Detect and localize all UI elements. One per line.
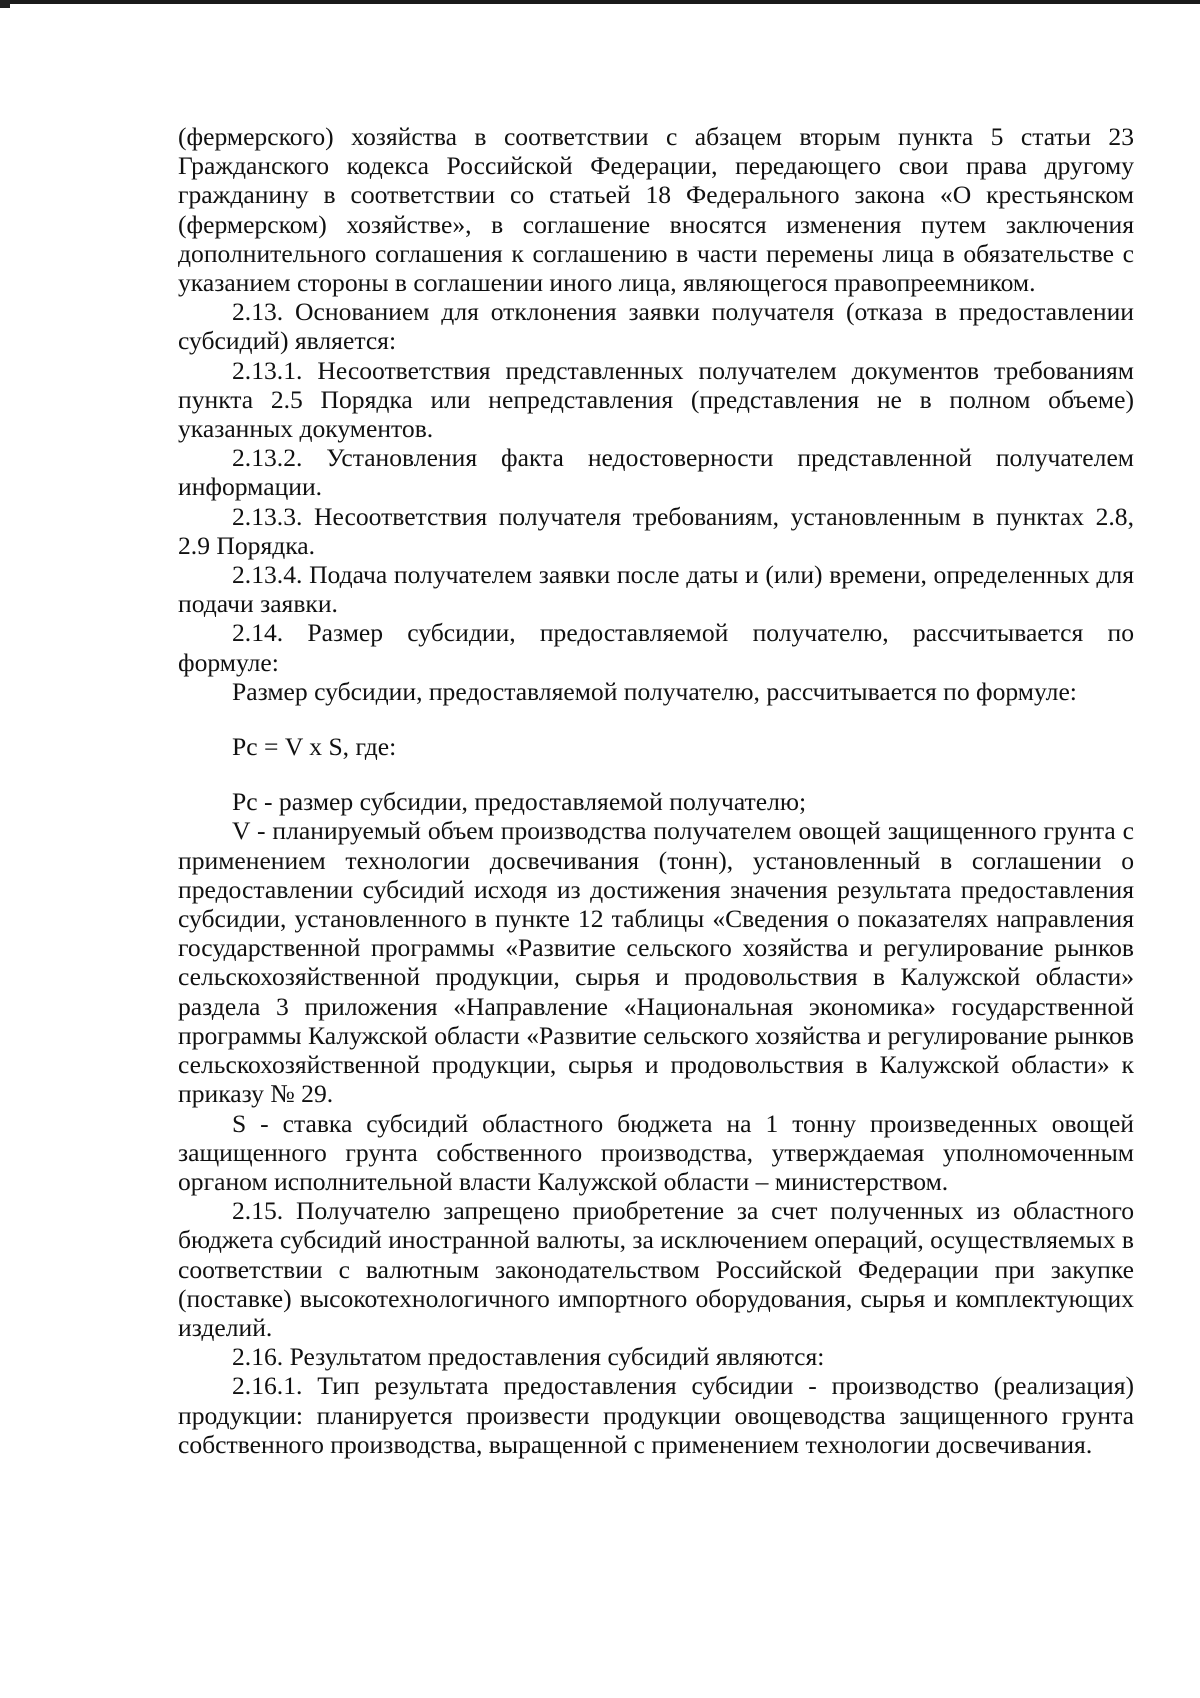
paragraph-2-13-4: 2.13.4. Подача получателем заявки после даты и (или) времени, определенных для подачи заявки. (178, 560, 1134, 619)
paragraph-2-13-3: 2.13.3. Несоответствия получателя требованиям, установленным в пунктах 2.8, 2.9 Порядка. (178, 501, 1134, 560)
paragraph-2-13-2: 2.13.2. Установления факта недостоверности представленной получателем информации. (178, 443, 1134, 502)
formula: Рс = V х S, где: (232, 732, 397, 762)
document-body (178, 122, 1134, 1459)
scan-corner-mark (0, 0, 10, 8)
scan-top-edge (0, 0, 1200, 4)
formula-intro: Размер субсидии, предоставляемой получателю, рассчитывается по формуле: (232, 676, 1077, 706)
paragraph-continuation: (фермерского) хозяйства в соответствии с абзацем вторым пункта 5 статьи 23 Гражданского кодекса Российской Федерации, передающего свои права другому гражданину в соответствии со статьей 18 Федерального закона «О крестьянском (фермерском) хозяйстве», в соглашение вносятся изменения путем заключения дополнительного соглашения к соглашению в части перемены лица в обязательстве с указанием стороны в соглашении иного лица, являющегося правопреемником. (178, 122, 1134, 298)
paragraph-2-16: 2.16. Результатом предоставления субсидий являются: (232, 1342, 825, 1372)
paragraph-2-15: 2.15. Получателю запрещено приобретение за счет полученных из областного бюджета субсидий иностранной валюты, за исключением операций, осуществляемых в соответствии с валютным законодательством Российской Федерации при закупке (поставке) высокотехнологичного импортного оборудования, сырья и комплектующих изделий. (178, 1196, 1134, 1342)
paragraph-2-14: 2.14. Размер субсидии, предоставляемой получателю, рассчитывается по формуле: (178, 618, 1134, 677)
formula-term-v: V - планируемый объем производства получателем овощей защищенного грунта с применением технологии досвечивания (тонн), установленный в соглашении о предоставлении субсидий исходя из достижения значения результата предоставления субсидии, установленного в пункте 12 таблицы «Сведения о показателях направления государственной программы «Развитие сельского хозяйства и регулирование рынков сельскохозяйственной продукции, сырья и продовольствия в Калужской области» раздела 3 приложения «Направление «Национальная экономика» государственной программы Калужской области «Развитие сельского хозяйства и регулирование рынков сельскохозяйственной продукции, сырья и продовольствия в Калужской области» к приказу № 29. (178, 816, 1134, 1109)
formula-term-rc: Рс - размер субсидии, предоставляемой получателю; (232, 787, 807, 817)
paragraph-2-13: 2.13. Основанием для отклонения заявки получателя (отказа в предоставлении субсидий) является: (178, 297, 1134, 356)
paragraph-2-16-1: 2.16.1. Тип результата предоставления субсидии - производство (реализация) продукции: планируется произвести продукции овощеводства защищенного грунта собственного производства, выращенной с применением технологии досвечивания. (178, 1371, 1134, 1459)
formula-term-s: S - ставка субсидий областного бюджета на 1 тонну произведенных овощей защищенного грунта собственного производства, утверждаемая уполномоченным органом исполнительной власти Калужской области – министерством. (178, 1108, 1134, 1196)
paragraph-2-13-1: 2.13.1. Несоответствия представленных получателем документов требованиям пункта 2.5 Порядка или непредставления (представления не в полном объеме) указанных документов. (178, 355, 1134, 444)
